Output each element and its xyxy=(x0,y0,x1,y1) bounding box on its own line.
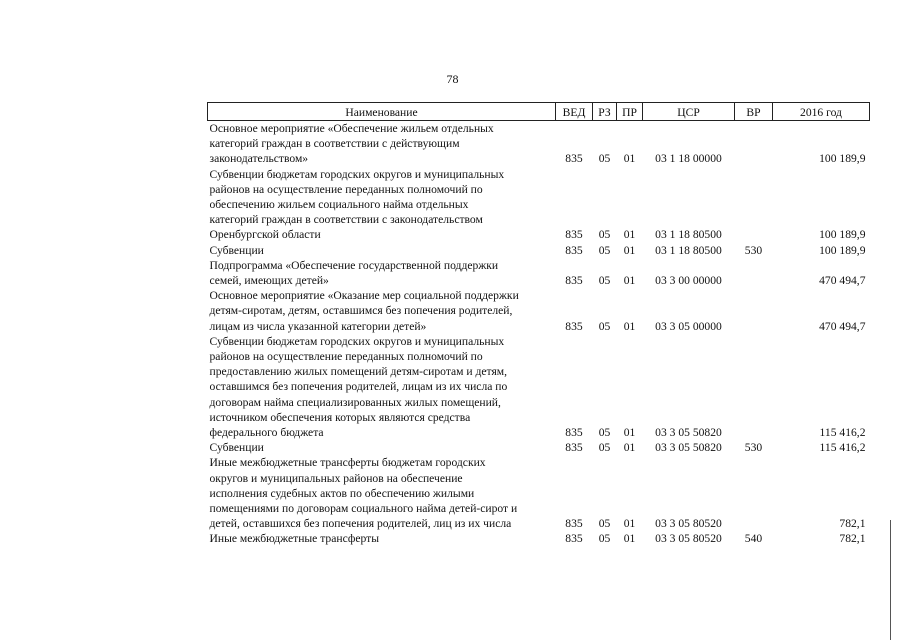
row-amount: 100 189,9 xyxy=(819,243,866,257)
table-row xyxy=(208,455,870,531)
header-pr: ПР xyxy=(617,103,643,121)
row-csr: 03 1 18 80500 xyxy=(655,228,722,242)
header-csr: ЦСР xyxy=(643,103,735,121)
row-name xyxy=(208,334,556,440)
row-ved: 835 xyxy=(565,243,583,257)
page-number: 78 xyxy=(446,72,459,86)
row-ved: 835 xyxy=(565,228,583,242)
row-amount: 470 494,7 xyxy=(819,274,866,288)
row-name-line: районов на осуществление переданных полномочий по xyxy=(209,350,483,364)
row-ved: 835 xyxy=(565,426,583,440)
row-rz: 05 xyxy=(598,532,611,546)
row-ved: 835 xyxy=(565,441,583,455)
row-name-line: предоставлению жилых помещений детям-сиротам и детям, xyxy=(209,365,508,379)
row-name-line: округов и муниципальных районов на обеспечение xyxy=(209,471,463,485)
row-rz: 05 xyxy=(598,517,611,531)
header-rz: РЗ xyxy=(593,103,617,121)
row-amount: 115 416,2 xyxy=(819,441,866,455)
row-name-line: детям-сиротам, детям, оставшимся без попечения родителей, xyxy=(209,304,513,318)
row-amount: 782,1 xyxy=(839,517,866,531)
row-csr: 03 3 05 80520 xyxy=(655,517,722,531)
header-ved: ВЕД xyxy=(556,103,593,121)
row-amount: 782,1 xyxy=(839,532,866,546)
row-csr: 03 1 18 00000 xyxy=(655,152,722,166)
row-name-line: лицам из числа указанной категории детей» xyxy=(209,319,427,333)
row-name-line: семей, имеющих детей» xyxy=(209,274,329,288)
row-name xyxy=(208,455,556,531)
row-name xyxy=(208,288,556,334)
row-vr xyxy=(735,334,773,440)
table-row xyxy=(208,531,870,546)
row-ved: 835 xyxy=(565,532,583,546)
row-name xyxy=(208,258,556,288)
row-name-line: источником обеспечения которых являются средства xyxy=(209,410,471,424)
row-rz: 05 xyxy=(598,274,611,288)
budget-table xyxy=(207,102,870,547)
row-name-line: Иные межбюджетные трансферты бюджетам городских xyxy=(209,456,486,470)
row-rz: 05 xyxy=(598,243,611,257)
row-pr: 01 xyxy=(623,517,636,531)
row-name xyxy=(208,243,556,258)
row-csr: 03 3 05 00000 xyxy=(655,319,722,333)
row-vr: 530 xyxy=(744,441,763,455)
row-vr xyxy=(735,455,773,531)
row-csr: 03 3 05 50820 xyxy=(655,426,722,440)
row-name-line: Иные межбюджетные трансферты xyxy=(209,532,380,546)
row-name-line: федерального бюджета xyxy=(209,426,324,440)
row-pr: 01 xyxy=(623,426,636,440)
table-row xyxy=(208,440,870,455)
table-row xyxy=(208,258,870,288)
row-ved: 835 xyxy=(565,274,583,288)
row-pr: 01 xyxy=(623,274,636,288)
row-pr: 01 xyxy=(623,243,636,257)
table-row xyxy=(208,243,870,258)
row-name xyxy=(208,167,556,243)
row-ved: 835 xyxy=(565,319,583,333)
row-ved: 835 xyxy=(565,152,583,166)
row-name-line: Оренбургской области xyxy=(209,228,321,242)
row-name xyxy=(208,440,556,455)
row-name-line: Субвенции xyxy=(209,243,264,257)
row-pr: 01 xyxy=(623,228,636,242)
row-name-line: законодательством» xyxy=(209,152,309,166)
row-name xyxy=(208,531,556,546)
header-vr: ВР xyxy=(735,103,773,121)
table-body xyxy=(208,121,870,547)
budget-table-container xyxy=(207,102,869,547)
margin-rule xyxy=(890,520,891,640)
row-vr xyxy=(735,121,773,167)
row-amount: 470 494,7 xyxy=(819,319,866,333)
header-name: Наименование xyxy=(208,103,556,121)
row-name-line: районов на осуществление переданных полномочий по xyxy=(209,182,483,196)
row-name-line: Основное мероприятие «Оказание мер социальной поддержки xyxy=(209,289,519,303)
table-row xyxy=(208,288,870,334)
table-header-row xyxy=(208,103,870,121)
table-row xyxy=(208,121,870,167)
row-name-line: детей, оставшихся без попечения родителей, лиц из их числа xyxy=(209,517,512,531)
row-vr: 530 xyxy=(744,243,763,257)
row-csr: 03 3 00 00000 xyxy=(655,274,722,288)
row-name-line: Субвенции бюджетам городских округов и муниципальных xyxy=(209,334,505,348)
row-csr: 03 1 18 80500 xyxy=(655,243,722,257)
row-amount: 115 416,2 xyxy=(819,426,866,440)
row-rz: 05 xyxy=(598,426,611,440)
row-amount: 100 189,9 xyxy=(819,228,866,242)
row-pr: 01 xyxy=(623,532,636,546)
row-rz: 05 xyxy=(598,441,611,455)
row-name-line: оставшимся без попечения родителей, лицам из их числа по xyxy=(209,380,508,394)
row-vr xyxy=(735,288,773,334)
row-name-line: Субвенции бюджетам городских округов и муниципальных xyxy=(209,167,505,181)
row-name-line: обеспечению жильем социального найма отдельных xyxy=(209,198,469,212)
row-pr: 01 xyxy=(623,152,636,166)
row-name xyxy=(208,121,556,167)
header-year: 2016 год xyxy=(773,103,870,121)
row-vr: 540 xyxy=(744,532,763,546)
row-csr: 03 3 05 80520 xyxy=(655,532,722,546)
row-pr: 01 xyxy=(623,319,636,333)
row-pr: 01 xyxy=(623,441,636,455)
row-rz: 05 xyxy=(598,152,611,166)
row-amount: 100 189,9 xyxy=(819,152,866,166)
row-name-line: Подпрограмма «Обеспечение государственной поддержки xyxy=(209,258,499,272)
row-name-line: категорий граждан в соответствии с законодательством xyxy=(209,213,483,227)
row-vr xyxy=(735,258,773,288)
table-row xyxy=(208,167,870,243)
row-name-line: исполнения судебных актов по обеспечению жилыми xyxy=(209,486,475,500)
row-name-line: Основное мероприятие «Обеспечение жильем отдельных xyxy=(209,122,494,135)
row-name-line: помещениями по договорам социального найма детей-сирот и xyxy=(209,502,518,516)
table-row xyxy=(208,334,870,440)
row-vr xyxy=(735,167,773,243)
row-rz: 05 xyxy=(598,319,611,333)
row-csr: 03 3 05 50820 xyxy=(655,441,722,455)
row-name-line: договорам найма специализированных жилых помещений, xyxy=(209,395,501,409)
row-name-line: категорий граждан в соответствии с действующим xyxy=(209,137,460,151)
row-name-line: Субвенции xyxy=(209,441,264,455)
row-rz: 05 xyxy=(598,228,611,242)
row-ved: 835 xyxy=(565,517,583,531)
